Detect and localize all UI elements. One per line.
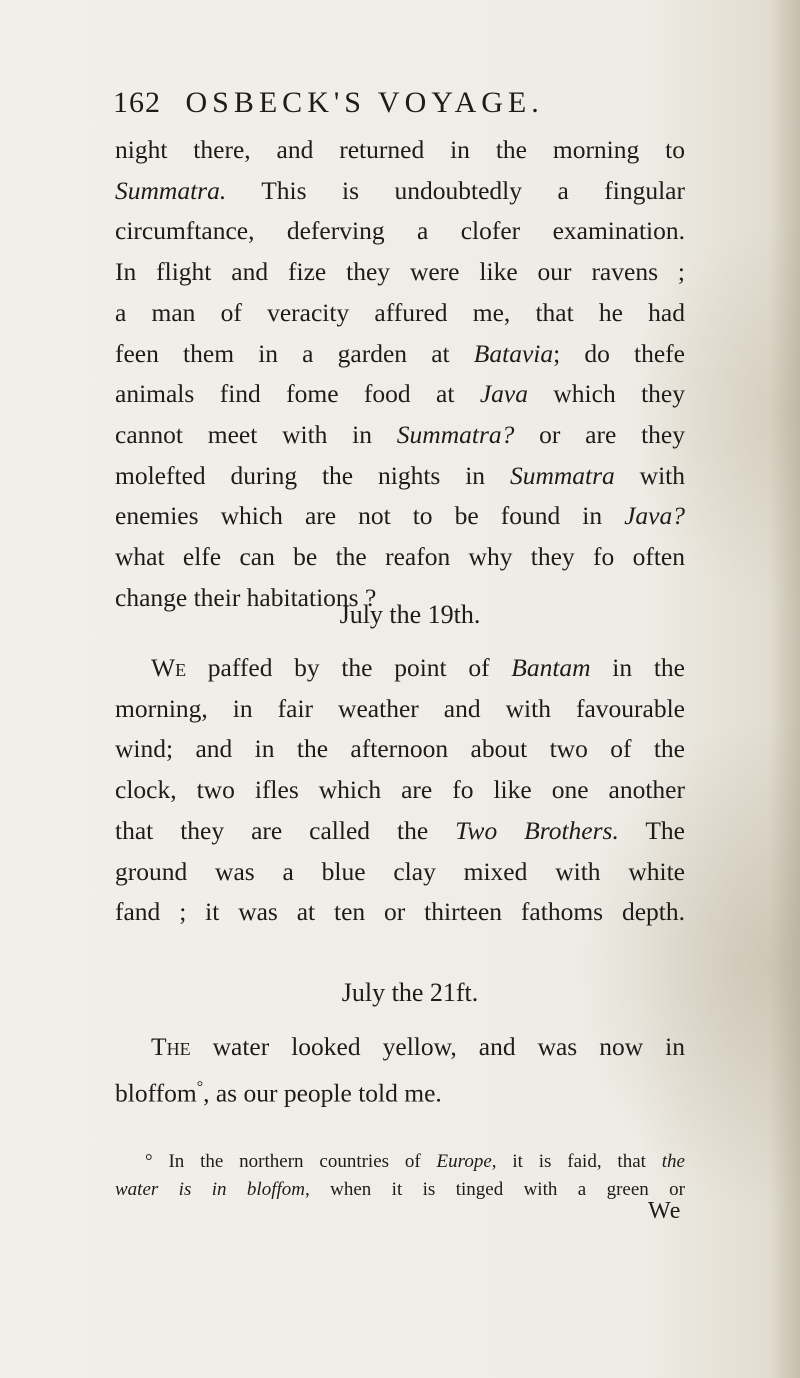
text-line: animals find fome food at Java which they (115, 379, 685, 409)
text-line: feen them in a garden at Batavia; do thefe (115, 338, 685, 368)
text-line: In flight and fize they were like our ravens ; (115, 257, 685, 287)
text-line: what elfe can be the reafon why they fo often (115, 542, 685, 572)
running-title: OSBECK'S VOYAGE. (185, 86, 544, 119)
text-line: bloffom°, as our people told me. (115, 1078, 442, 1108)
text-line: Summatra. This is undoubtedly a fingular (115, 175, 685, 205)
page-number: 162 (113, 86, 161, 119)
footnote-line: water is in bloffom, when it is tinged with a green or (115, 1179, 686, 1200)
text-line: cannot meet with in Summatra? or are they (115, 419, 685, 449)
text-line: We paffed by the point of Bantam in the (151, 653, 685, 682)
text-line: molefted during the nights in Summatra with (115, 460, 685, 490)
text-line: ground was a blue clay mixed with white (115, 856, 685, 886)
footnote-marker: ° (196, 1078, 204, 1096)
page-edge-shadow (770, 0, 800, 1378)
date-heading-21st: July the 21ft. (341, 978, 479, 1007)
date-heading-19th: July the 19th. (339, 600, 481, 629)
text-line: that they are called the Two Brothers. The (115, 815, 685, 845)
running-header (113, 86, 693, 120)
text-line: wind; and in the afternoon about two of the (115, 734, 685, 764)
paragraph-1 (115, 130, 685, 618)
text-line: a man of veracity affured me, that he had (115, 297, 685, 327)
text-line: The water looked yellow, and was now in (151, 1032, 685, 1061)
footnote-line: ° In the northern countries of Europe, it is faid, that the (145, 1151, 685, 1172)
text-line: clock, two ifles which are fo like one another (115, 775, 685, 805)
text-line: fand ; it was at ten or thirteen fathoms depth. (115, 897, 685, 927)
text-line: night there, and returned in the morning to (115, 135, 685, 164)
catchword: We (648, 1198, 682, 1224)
footnote (115, 1148, 685, 1204)
paragraph-3 (115, 1027, 685, 1114)
text-line: change their habitations ? (115, 582, 377, 612)
paragraph-2 (115, 648, 685, 933)
text-line: morning, in fair weather and with favourable (115, 693, 685, 723)
text-line: enemies which are not to be found in Java? (115, 501, 685, 531)
text-line: circumftance, deferving a clofer examination. (115, 216, 685, 246)
